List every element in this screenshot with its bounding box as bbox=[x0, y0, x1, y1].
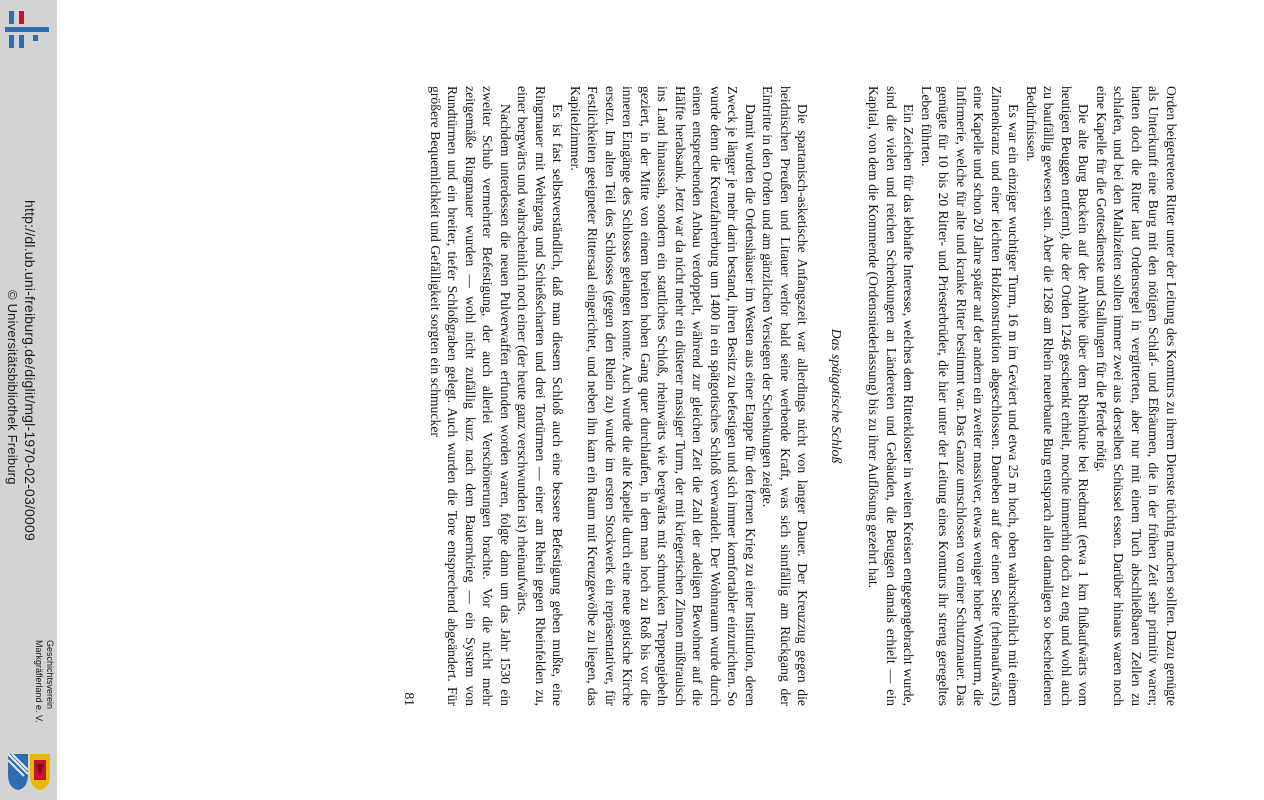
society-name bbox=[3, 640, 55, 752]
paragraph: Es war ein einziger wuchtiger Turm, 16 m im Geviert und etwa 25 m hoch, oben wahrscheinlich mit einem Zinnenkranz und einer leichten Holzkonstruktion abgeschlossen. Daneben auf der einen Seite (rheinaufwärts) eine Kapelle und schon 20 Jahre später auf der andern ein zweiter massiver, etwas weniger hoher Wohnturm, die Infirmerie, welche für alte und kranke Ritter bestimmt war. Das Ganze umschlossen von einer Schutzmauer. Das genügte für 10 bis 20 Ritter- und Priesterbrüder, die hier unter der Leitung eines Komturs ihr streng geregeltes Leben führten. bbox=[919, 86, 1022, 706]
society-name-line-2: Markgräflerland e. V. bbox=[34, 640, 44, 723]
library-sidebar bbox=[0, 0, 57, 800]
ub-freiburg-logo-icon[interactable] bbox=[5, 8, 49, 50]
paragraph: Es ist fast selbstverständlich, daß man diesem Schloß auch eine bessere Befestigung geben mußte, eine Ringmauer mit Wehrgang und Schießscharten und drei Tortürmen — einer am Rhein gegen Rheinfelden zu, einer bergwärts und wahrscheinlich noch einer (der heute ganz verschwunden ist) rheinaufwärts. bbox=[515, 86, 566, 706]
society-name-line-1: Geschichtsverein bbox=[45, 640, 55, 710]
paragraph: Ein Zeichen für das lebhafte Interesse, welches dem Ritterkloster in weiten Kreisen entgegengebracht wurde, sind die vielen und reichen Schenkungen an Ländereien und Gebäuden, die Beuggen damals erhielt — ein Kapital, von dem die Kommende (Ordensniederlassung) bis zu ihrer Auflösung gezehrt hat. bbox=[866, 86, 917, 706]
scanned-page-area bbox=[200, 86, 1180, 706]
coat-of-arms-icon bbox=[6, 752, 52, 792]
section-heading: Das spätgotische Schloß bbox=[829, 328, 844, 464]
paragraph: Nachdem unterdessen die neuen Pulverwaffen erfunden worden waren, folgte dann um das Jahr 1530 ein zweiter Schub vermehrter Befestigung, der auch allerlei Verschönerungen brachte. Vor die nicht mehr zeitgemäße Ringmauer wurden — wohl nicht zufällig kurz nach dem Bauernkrieg — ein System von Rundtürmen und ein breiter, tiefer Schloßgraben gelegt. Auch wurden die Tore entsprechend abgeändert. Für größere Bequemlichkeit und Gefälligkeit sorgten ein schmucker bbox=[428, 86, 513, 706]
paragraph: Orden beigetretene Ritter unter der Leitung des Komturs zu ihrem Dienste tüchtig machen sollten. Dazu genügte als Unterkunft eine Burg mit den nötigen Schlaf- und Eßräumen, die in der frühen Zeit sehr primitiv waren; hatten doch die Ritter laut Ordensregel in vergitterten, aber nur mit einem Tuch abschließbaren Zellen zu schlafen, und bei den Mahlzeiten sollten immer zwei aus derselben Schüssel essen. Darüber hinaus waren noch eine Kapelle für die Gottesdienste und Stallungen für die Pferde nötig. bbox=[1094, 86, 1179, 706]
paragraph: Die spartanisch-asketische Anfangszeit war allerdings nicht von langer Dauer. Der Kreuzzug gegen die heidnischen Preußen und Litauer verlor bald seine werbende Kraft, was sich sinnfällig am Rückgang der Eintritte in den Orden und am gänzlichen Versiegen der Schenkungen zeigte. bbox=[760, 86, 811, 706]
copyright-notice: © Universitätsbibliothek Freiburg bbox=[5, 290, 20, 485]
page-number: 81 bbox=[402, 692, 418, 706]
paragraph: Damit wurden die Ordenshäuser im Westen aus einer Etappe für den fernen Krieg zu einer Institution, deren Zweck je länger je mehr darin bestand, ihren Besitz zu befestigen und sich immer komfortabler einzurichten. So wurde denn die Kreuzfahrerburg um 1400 in ein spätgotisches Schloß verwandelt. Der Wohnraum wurde durch einen entsprechenden Anbau verdoppelt, während zur gleichen Zeit die Zahl der adeligen Bewohner auf die Hälfte herabsank. Jetzt war da nicht mehr ein düsterer massiger Turm, der mit kriegerischen Zinnen mißtrauisch ins Land hinaussah, sondern ein stattliches Schloß, rheinwärts wie bergwärts mit schmucken Treppengiebeln geziert, in der Mitte von einem breiten hohen Gang quer durchlaufen, in dem man hoch zu Roß bis vor die inneren Eingänge des Schlosses gelangen konnte. Auch wurde die alte Kapelle durch eine neue gotische Kirche ersetzt. Im alten Teil des Schlosses (gegen den Rhein zu) wurde im ersten Stockwerk ein repräsentativer, für Festlichkeiten geeigneter Rittersaal eingerichtet, und neben ihn kam ein Raum mit Kreuzgewölbe zu liegen, das Kapitelzimmer. bbox=[568, 86, 758, 706]
source-url-link[interactable]: http://dl.ub.uni-freiburg.de/diglit/mgl-1970-02-03/0009 bbox=[22, 200, 38, 541]
page-top-text bbox=[865, 86, 1180, 706]
page-bottom-text bbox=[427, 86, 812, 706]
paragraph: Die alte Burg Buckein auf der Anhöhe über dem Rheinknie bei Riedmatt (etwa 1 km flußaufwärts vom heutigen Beuggen entfernt), die der Orden 1246 geschenkt erhielt, mochte immerhin doch zu eng und wohl auch zu baufällig gewesen sein. Aber die 1268 am Rhein neuerbaute Burg entsprach allen damaligen so bescheidenen Bedürfnissen. bbox=[1024, 86, 1092, 706]
book-page bbox=[200, 86, 1180, 706]
